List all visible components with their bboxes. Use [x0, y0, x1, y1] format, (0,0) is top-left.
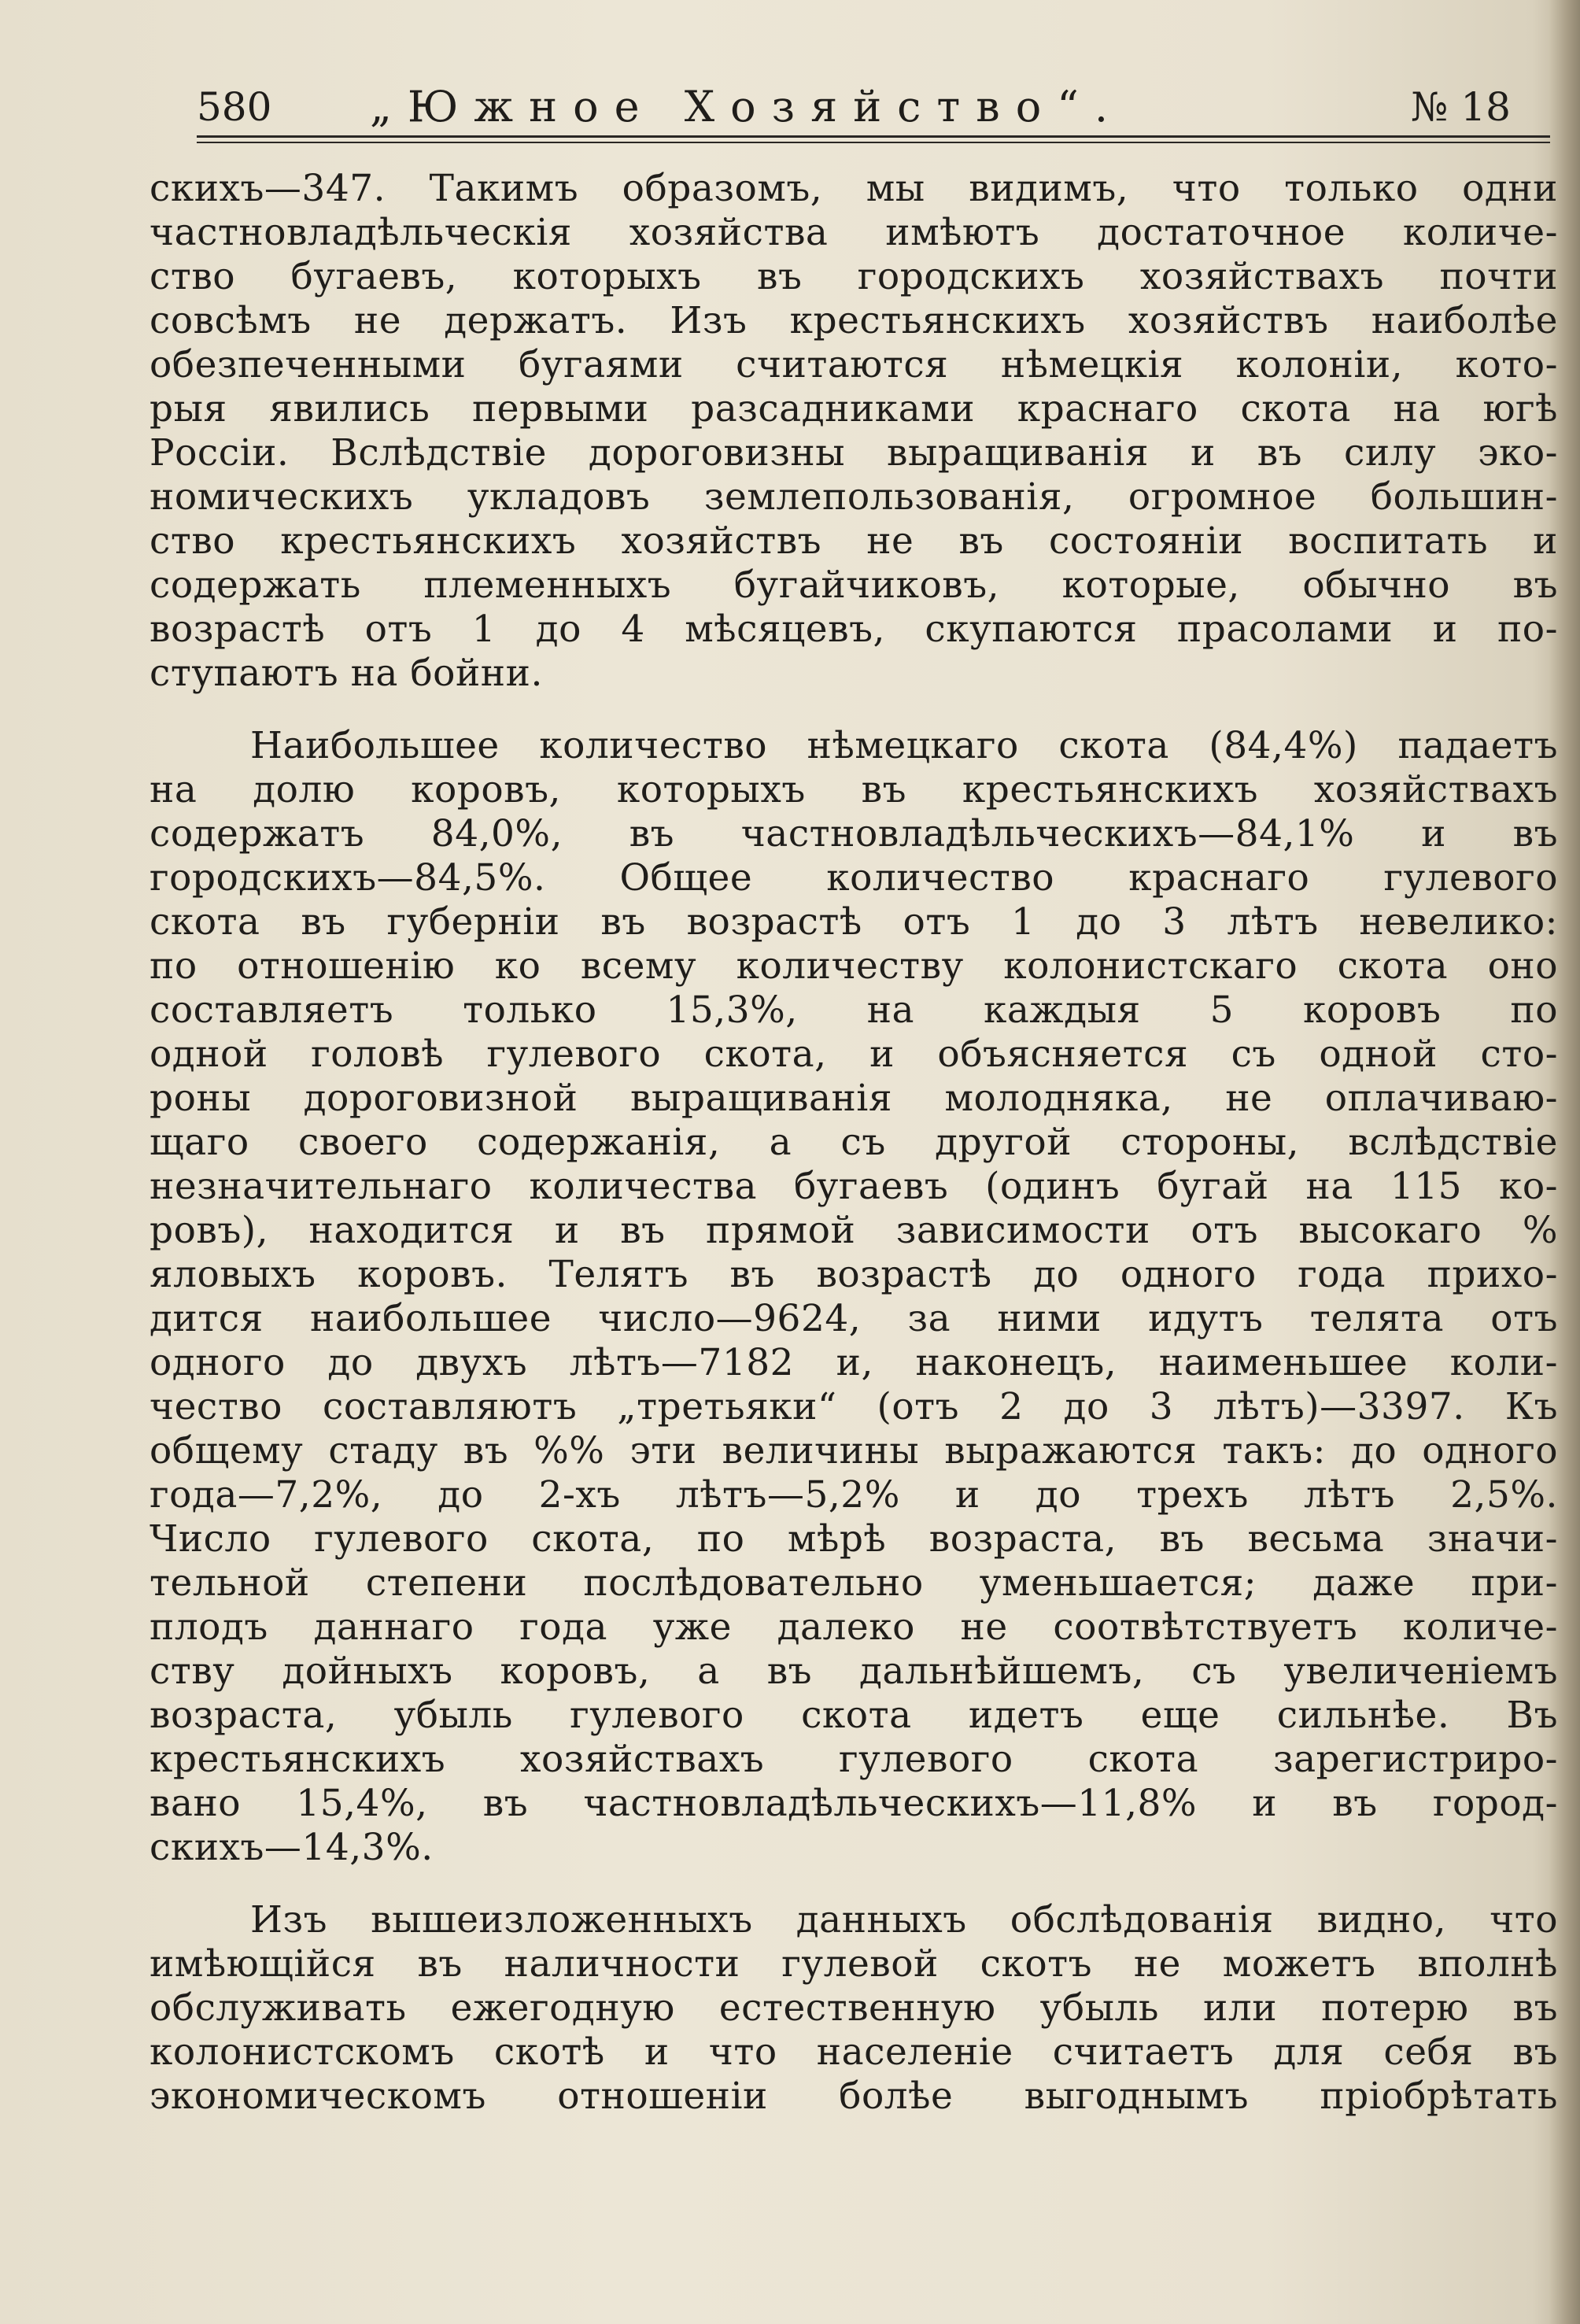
- issue-number: № 18: [1411, 84, 1511, 130]
- text-line: городскихъ—84,5%. Общее количество краснаго гулевого: [150, 856, 1558, 900]
- text-line: Наибольшее количество нѣмецкаго скота (84,4%) падаетъ: [250, 724, 1558, 767]
- text-line: вано 15,4%, въ частновладѣльческихъ—11,8% и въ город-: [150, 1782, 1558, 1825]
- text-line: рыя явились первыми разсадниками краснаго скота на югѣ: [150, 387, 1558, 430]
- text-line: колонистскомъ скотѣ и что населеніе считаетъ для себя въ: [150, 2030, 1558, 2074]
- text-line: плодъ даннаго года уже далеко не соотвѣтствуетъ количе-: [150, 1605, 1558, 1649]
- paragraph-2: [150, 724, 1558, 1870]
- text-line: ство крестьянскихъ хозяйствъ не въ состояніи воспитать и: [150, 519, 1558, 563]
- text-line: совсѣмъ не держатъ. Изъ крестьянскихъ хозяйствъ наиболѣе: [150, 299, 1558, 342]
- text-line: крестьянскихъ хозяйствахъ гулевого скота зарегистриро-: [150, 1738, 1558, 1781]
- page-number: 580: [197, 84, 272, 130]
- text-line: скихъ—347. Такимъ образомъ, мы видимъ, что только одни: [150, 167, 1558, 210]
- text-line: по отношенію ко всему количеству колонистскаго скота оно: [150, 944, 1558, 988]
- header-rule-thin: [197, 142, 1550, 143]
- text-line: обезпеченными бугаями считаются нѣмецкія колоніи, кото-: [150, 343, 1558, 386]
- text-line: года—7,2%, до 2-хъ лѣтъ—5,2% и до трехъ лѣтъ 2,5%.: [150, 1473, 1558, 1517]
- text-line: дится наибольшее число—9624, за ними идутъ телята отъ: [150, 1297, 1558, 1340]
- text-line: возрастѣ отъ 1 до 4 мѣсяцевъ, скупаются прасолами и по-: [150, 608, 1558, 651]
- text-line: общему стаду въ %% эти величины выражаются такъ: до одного: [150, 1429, 1558, 1472]
- text-line: ству дойныхъ коровъ, а въ дальнѣйшемъ, съ увеличеніемъ: [150, 1650, 1558, 1693]
- header-rule: [197, 135, 1550, 138]
- text-line: частновладѣльческія хозяйства имѣютъ достаточное количе-: [150, 211, 1558, 254]
- text-line: составляетъ только 15,3%, на каждыя 5 коровъ по: [150, 988, 1558, 1032]
- body-text: [150, 167, 1558, 2119]
- text-line: обслуживать ежегодную естественную убыль или потерю въ: [150, 1986, 1558, 2030]
- text-line: содержать племенныхъ бугайчиковъ, которые, обычно въ: [150, 563, 1558, 607]
- running-header: [197, 79, 1534, 135]
- paragraph-gap: [150, 1870, 1558, 1898]
- text-line: Число гулевого скота, по мѣрѣ возраста, въ весьма значи-: [150, 1517, 1558, 1561]
- text-line: имѣющійся въ наличности гулевой скотъ не можетъ вполнѣ: [150, 1942, 1558, 1986]
- text-line: Изъ вышеизложенныхъ данныхъ обслѣдованія видно, что: [250, 1898, 1558, 1942]
- text-line: тельной степени послѣдовательно уменьшается; даже при-: [150, 1561, 1558, 1605]
- paragraph-gap: [150, 696, 1558, 724]
- text-line: чество составляютъ „третьяки“ (отъ 2 до 3 лѣтъ)—3397. Къ: [150, 1385, 1558, 1428]
- text-line: Россіи. Вслѣдствіе дороговизны выращиванія и въ силу эко-: [150, 431, 1558, 475]
- text-line: экономическомъ отношеніи болѣе выгоднымъ пріобрѣтать: [150, 2075, 1558, 2118]
- text-line: незначительнаго количества бугаевъ (одинъ бугай на 115 ко-: [150, 1165, 1558, 1208]
- paragraph-1: [150, 167, 1558, 696]
- text-line: скихъ—14,3%.: [150, 1826, 434, 1869]
- text-line: ство бугаевъ, которыхъ въ городскихъ хозяйствахъ почти: [150, 255, 1558, 298]
- journal-title: „Южное Хозяйство“.: [370, 82, 1124, 131]
- text-line: одной головѣ гулевого скота, и объясняется съ одной сто-: [150, 1033, 1558, 1076]
- text-line: ровъ), находится и въ прямой зависимости отъ высокаго %: [150, 1209, 1558, 1252]
- text-line: на долю коровъ, которыхъ въ крестьянскихъ хозяйствахъ: [150, 768, 1558, 811]
- text-line: содержатъ 84,0%, въ частновладѣльческихъ—84,1% и въ: [150, 812, 1558, 855]
- text-line: номическихъ укладовъ землепользованія, огромное большин-: [150, 475, 1558, 519]
- text-line: щаго своего содержанія, а съ другой стороны, вслѣдствіе: [150, 1121, 1558, 1164]
- text-line: одного до двухъ лѣтъ—7182 и, наконецъ, наименьшее коли-: [150, 1341, 1558, 1384]
- text-line: ступаютъ на бойни.: [150, 652, 543, 695]
- text-line: скота въ губерніи въ возрастѣ отъ 1 до 3 лѣтъ невелико:: [150, 900, 1558, 944]
- text-line: роны дороговизной выращиванія молодняка, не оплачиваю-: [150, 1077, 1558, 1120]
- text-line: яловыхъ коровъ. Телятъ въ возрастѣ до одного года прихо-: [150, 1253, 1558, 1296]
- text-line: возраста, убыль гулевого скота идетъ еще сильнѣе. Въ: [150, 1694, 1558, 1737]
- paragraph-3: [150, 1898, 1558, 2119]
